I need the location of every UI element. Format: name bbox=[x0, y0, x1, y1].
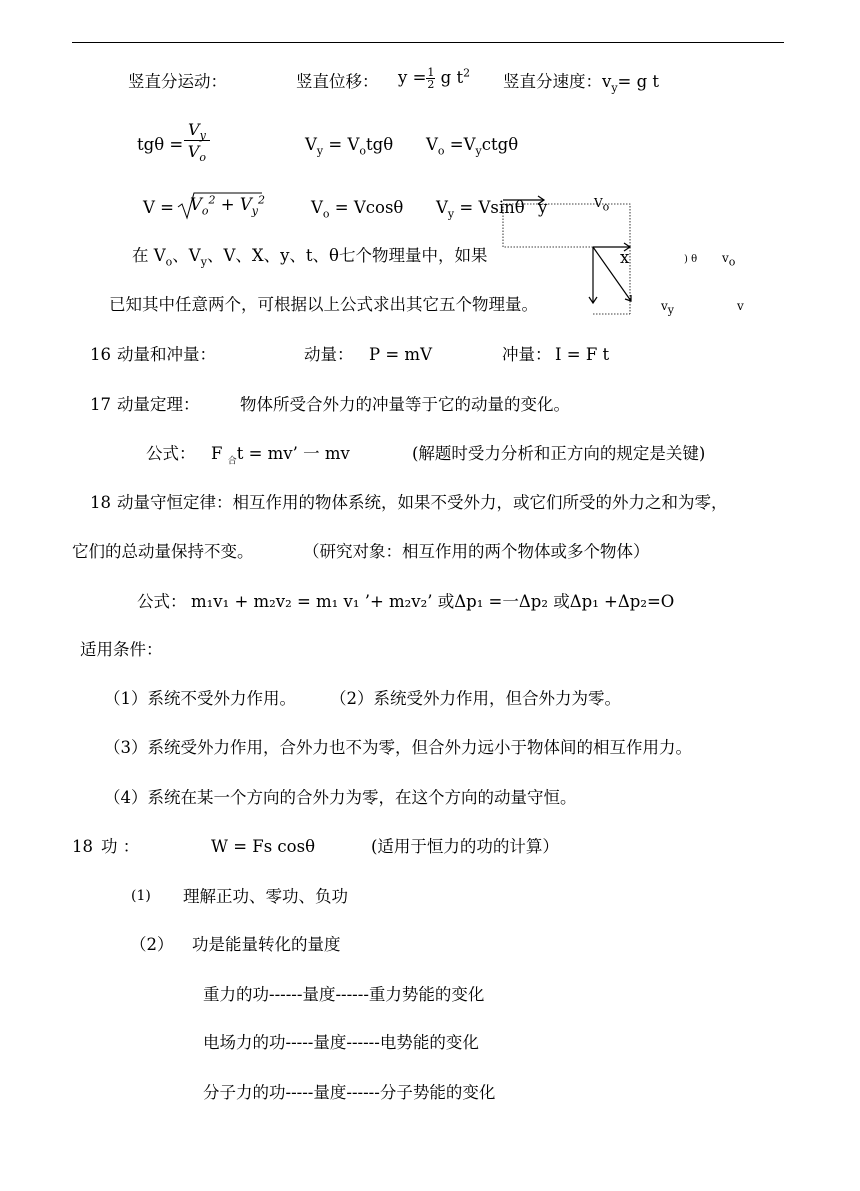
seven-quantities-line2: 已知其中任意两个，可根据以上公式求出其它五个物理量。 bbox=[109, 295, 538, 314]
item18a-formula: m₁v₁ + m₂v₂ = m₁ v₁ ’+ m₂v₂’ 或Δp₁ =一Δp₂ 或Δp₁ +Δp₂=O bbox=[191, 592, 675, 611]
item17-number: 17 bbox=[90, 395, 111, 414]
item18a-formula-label: 公式： bbox=[137, 592, 187, 611]
work-sub2: 功是能量转化的量度 bbox=[192, 935, 341, 954]
vy-sin-formula: $V_y = Vsin\theta$ bbox=[436, 198, 525, 221]
vertical-displacement-label: 竖直位移： bbox=[296, 72, 379, 91]
condition-1: （1）系统不受外力作用。 bbox=[104, 689, 296, 708]
diagram-label-vo-right: $v_o$ bbox=[722, 251, 736, 269]
item16-title: 动量和冲量： bbox=[117, 345, 216, 364]
item17-formula: F $_合$t = mv’ 一 mv bbox=[211, 444, 350, 467]
item18a-line2: 它们的总动量保持不变。 bbox=[72, 542, 254, 561]
diagram-label-vy: $v_y$ bbox=[661, 299, 674, 317]
sqrt-sign bbox=[178, 193, 262, 218]
diagram-label-theta: ) θ bbox=[684, 254, 698, 265]
condition-2: （2）系统受外力作用，但合外力为零。 bbox=[330, 689, 621, 708]
vo-ctg-formula: $V_o =V_yctg\theta$ bbox=[426, 135, 519, 158]
sqrt-content: $V_o^2 + V_y^2$ bbox=[190, 193, 266, 218]
condition-4: （4）系统在某一个方向的合外力为零，在这个方向的动量守恒。 bbox=[104, 788, 577, 807]
impulse-formula: I = F t bbox=[555, 345, 610, 364]
item17-text: 物体所受合外力的冲量等于它的动量的变化。 bbox=[240, 395, 570, 414]
item17-formula-label: 公式： bbox=[146, 444, 196, 463]
item18b-title: 功 ： bbox=[101, 837, 140, 856]
velocity-diagram bbox=[503, 196, 631, 314]
diagram-dotted-box bbox=[503, 204, 630, 247]
momentum-formula: P = mV bbox=[369, 345, 432, 364]
diagram-label-vo-top: $V_o$ bbox=[594, 196, 610, 214]
work-formula: W = Fs cosθ bbox=[211, 837, 316, 856]
measure-electric: 电场力的功-----量度------电势能的变化 bbox=[203, 1033, 479, 1052]
v-arrow bbox=[593, 247, 631, 301]
item17-title: 动量定理： bbox=[117, 395, 200, 414]
vertical-displacement-formula: y = $\frac{1}{2}$ g $t^2$ bbox=[398, 66, 471, 91]
vo-cos-formula: $V_o = Vcos\theta$ bbox=[311, 198, 404, 221]
item18a-number: 18 bbox=[90, 493, 111, 512]
work-sub1-number: (1) bbox=[131, 888, 151, 904]
vy-tan-formula: $V_y = V_otg\theta$ bbox=[305, 135, 394, 158]
diagram-label-y: y bbox=[538, 198, 548, 217]
diagram-label-x: x bbox=[620, 248, 630, 267]
v-formula-lhs: V = bbox=[143, 198, 174, 217]
seven-quantities-line1: 在 $V_o$、$V_y$、V、X、y、t、θ七个物理量中，如果 bbox=[132, 246, 488, 269]
work-sub2-number: （2） bbox=[130, 935, 174, 954]
condition-3: （3）系统受外力作用，合外力也不为零，但合外力远小于物体间的相互作用力。 bbox=[104, 738, 692, 757]
measure-molecular: 分子力的功-----量度------分子势能的变化 bbox=[203, 1083, 496, 1102]
work-note: (适用于恒力的功的计算） bbox=[371, 837, 559, 856]
item18a-line2-note: （研究对象：相互作用的两个物体或多个物体） bbox=[303, 542, 650, 561]
diagram-label-v: v bbox=[737, 299, 744, 313]
item16-number: 16 bbox=[90, 345, 111, 364]
vertical-velocity-formula: 竖直分速度：$v_y= g$ t bbox=[503, 72, 660, 95]
tan-formula-lhs: tgθ = bbox=[137, 135, 184, 154]
item18b-number: 18 bbox=[72, 837, 93, 856]
tan-fraction: $V_y$ $V_o$ bbox=[184, 122, 210, 160]
measure-gravity: 重力的功------量度------重力势能的变化 bbox=[203, 985, 485, 1004]
conditions-title: 适用条件： bbox=[80, 640, 163, 659]
item17-note: (解题时受力分析和正方向的规定是关键) bbox=[412, 444, 706, 463]
impulse-label: 冲量： bbox=[502, 345, 552, 364]
vertical-motion-label: 竖直分运动： bbox=[128, 72, 227, 91]
momentum-label: 动量： bbox=[304, 345, 354, 364]
item18a-line1: 动量守恒定律：相互作用的物体系统，如果不受外力，或它们所受的外力之和为零， bbox=[117, 493, 728, 512]
work-sub1: 理解正功、零功、负功 bbox=[183, 887, 348, 906]
